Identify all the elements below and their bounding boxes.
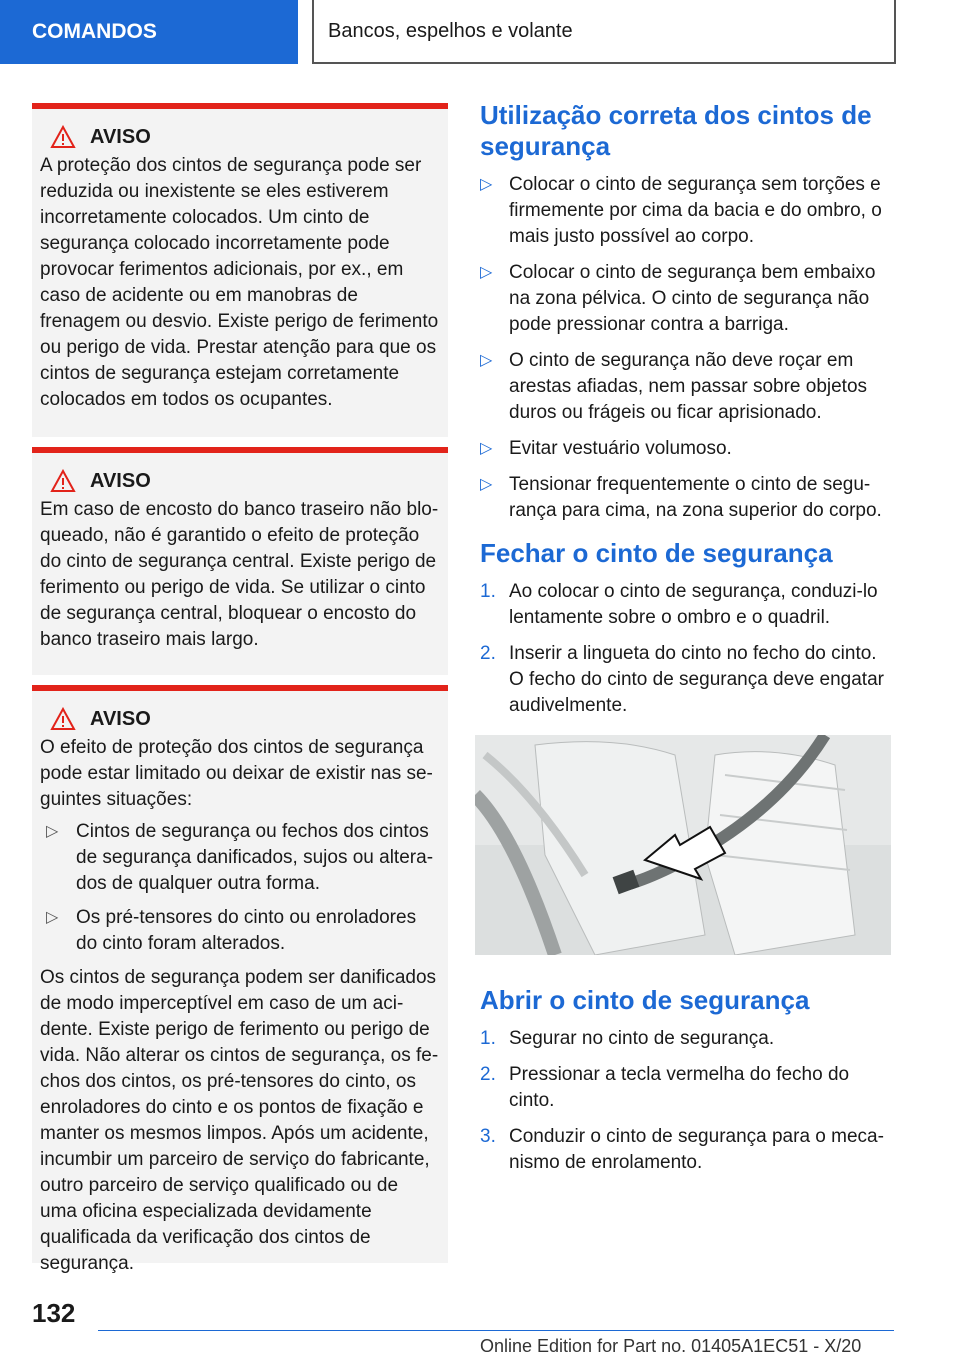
warning-box-3 [32, 685, 448, 1274]
list-item: ▷ Cintos de segurança ou fechos dos cintos de segurança danificados, sujos ou alterados de qualquer outra forma. [46, 821, 434, 894]
open-steps-list [480, 1026, 892, 1176]
bullet-triangle-icon: ▷ [480, 440, 493, 457]
step-item: 2. Pressionar a tecla vermelha do fecho do cinto. [480, 1064, 850, 1111]
bullet-triangle-icon: ▷ [480, 476, 493, 493]
bullet-triangle-icon: ▷ [46, 823, 59, 840]
bullet-triangle-icon: ▷ [480, 264, 493, 281]
list-item: ▷ Colocar o cinto de segurança sem torções e firmemente por cima da bacia e do ombro, o mais justo possível ao corpo. [480, 174, 882, 247]
fasten-steps-list [480, 579, 892, 719]
section-header [312, 0, 896, 64]
warning-title: AVISO [40, 707, 440, 731]
list-item: ▷ Os pré-tensores do cinto ou enroladores do cinto foram alterados. [46, 907, 417, 954]
warning-title: AVISO [40, 125, 440, 149]
bullet-triangle-icon: ▷ [46, 909, 59, 926]
left-column [32, 103, 448, 1273]
warning-box-2 [32, 447, 448, 675]
step-item: 2. Inserir a lingueta do cinto no fecho do cinto. O fecho do cinto de segurança deve engatar audivelmente. [480, 643, 884, 716]
page-number: 132 [32, 1298, 76, 1328]
step-item: 1. Ao colocar o cinto de segurança, conduzi-lo lentamente sobre o ombro e o quadril. [480, 581, 878, 628]
step-item: 1. Segurar no cinto de segurança. [480, 1028, 775, 1049]
warning-triangle-icon [50, 125, 76, 149]
chapter-label: COMANDOS [32, 20, 157, 43]
list-item: ▷ O cinto de segurança não deve roçar em arestas afiadas, nem passar sobre objetos duros ou frágeis ou ficar aprisionado. [480, 350, 868, 423]
section-heading: Abrir o cinto de segurança [480, 985, 810, 1015]
warning-text: O efeito de proteção dos cintos de segurança pode estar limitado ou deixar de existir nas seguintes situações: ▷ Cintos de segurança ou fechos dos cintos de segurança danificados, sujos ou alterados de qualquer outra forma. ▷ Os pré-tensores do cinto ou enroladores do cinto foram alterados. Os cintos de segurança podem ser danificados de modo imperceptível em caso de um acidente. Existe perigo de ferimento ou perigo de vida. Não alterar os cintos de segurança, os fechos dos cintos, os pré-tensores do cinto, os enroladores do cinto e os pontos de fixação e manter os mesmos limpos. Após um acidente, incumbir um parceiro de serviço do fabricante, outro parceiro de serviço qualificado ou de uma oficina especializada devidamente qualificada da verificação dos cintos de segurança. [40, 737, 439, 1274]
section-heading: Fechar o cinto de segurança [480, 538, 833, 568]
bullet-triangle-icon: ▷ [480, 176, 493, 193]
warning-triangle-icon [50, 707, 76, 731]
section-label: Bancos, espelhos e volante [328, 19, 573, 42]
right-column [480, 100, 892, 1190]
section-heading: Utilização correta dos cintos de segurança [480, 100, 872, 161]
list-item: ▷ Evitar vestuário volumoso. [480, 436, 892, 462]
chapter-tab [0, 0, 298, 64]
list-item: ▷ Tensionar frequentemente o cinto de segurança para cima, na zona superior do corpo. [480, 474, 882, 521]
edition-text: Online Edition for Part no. 01405A1EC51 - X/20 [480, 1336, 862, 1356]
step-item: 3. Conduzir o cinto de segurança para o mecanismo de enrolamento. [480, 1126, 884, 1173]
list-item: ▷ Colocar o cinto de segurança bem embaixo na zona pélvica. O cinto de segurança não pode pressionar contra a barriga. [480, 262, 876, 335]
warning-triangle-icon [50, 469, 76, 493]
warning-text: Em caso de encosto do banco traseiro não bloqueado, não é garantido o efeito de proteção do cinto de segurança central. Existe perigo de ferimento ou perigo de vida. Se utilizar o cinto de segurança central, bloquear o encosto do banco traseiro mais largo. [40, 499, 439, 650]
usage-bullet-list [480, 172, 892, 524]
bullet-triangle-icon: ▷ [480, 352, 493, 369]
warning-text: A proteção dos cintos de segurança pode ser reduzida ou inexistente se eles estiverem incorretamente colocados. Um cinto de segurança colocado incorretamente pode provocar ferimentos adicionais, por ex., em caso de acidente ou em manobras de frenagem ou desvio. Existe perigo de ferimento ou perigo de vida. Prestar atenção para que os cintos de segurança estejam corretamente colocados em todos os ocupantes. [40, 155, 439, 410]
warning-title: AVISO [40, 469, 440, 493]
warning-box-1 [32, 103, 448, 437]
warning-bullet-list [40, 819, 440, 957]
seatbelt-buckle-illustration [475, 735, 891, 955]
footer-divider [98, 1330, 894, 1331]
